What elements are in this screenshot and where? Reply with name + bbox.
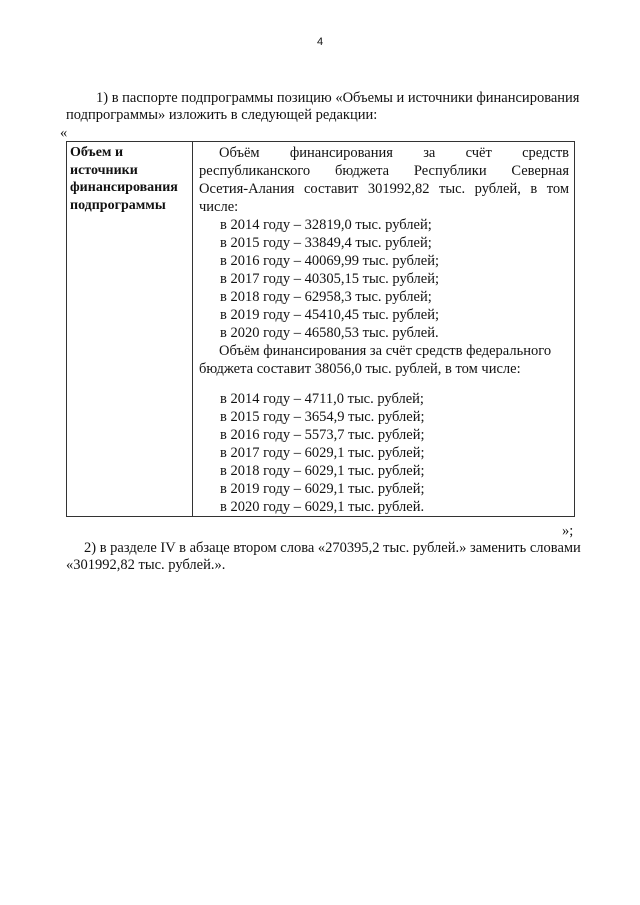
federal-year-item: в 2014 году – 4711,0 тыс. рублей; [220,391,424,407]
table-label-line: источники [70,162,138,178]
federal-intro-line: бюджета составит 38056,0 тыс. рублей, в том числе: [199,361,521,377]
page-number: 4 [316,36,324,48]
paragraph-2 [66,540,594,574]
federal-year-item: в 2019 году – 6029,1 тыс. рублей; [220,481,425,497]
table-content-cell [193,142,574,516]
republic-intro-line: республиканского бюджета Республики Северная [199,163,569,179]
republic-intro-line: Объём финансирования за счёт средств [219,145,569,161]
federal-year-item: в 2017 году – 6029,1 тыс. рублей; [220,445,425,461]
republic-year-item: в 2015 году – 33849,4 тыс. рублей; [220,235,432,251]
paragraph-2-line-2: «301992,82 тыс. рублей.». [66,557,226,573]
spacer [199,378,569,390]
republic-year-item: в 2019 году – 45410,45 тыс. рублей; [220,307,440,323]
republic-year-item: в 2017 году – 40305,15 тыс. рублей; [220,271,440,287]
republic-year-item: в 2014 году – 32819,0 тыс. рублей; [220,217,432,233]
federal-year-item: в 2018 году – 6029,1 тыс. рублей; [220,463,425,479]
table-label-line: Объем и [70,145,124,160]
republic-year-item: в 2020 году – 46580,53 тыс. рублей. [220,325,439,341]
federal-year-item: в 2016 году – 5573,7 тыс. рублей; [220,427,425,443]
paragraph-1 [66,90,586,124]
paragraph-2-line-1: 2) в разделе IV в абзаце втором слова «270395,2 тыс. рублей.» заменить словами [84,540,581,556]
federal-intro-line: Объём финансирования за счёт средств федерального [219,343,552,359]
financing-table [66,141,575,517]
republic-year-item: в 2016 году – 40069,99 тыс. рублей; [220,253,440,269]
table-label-cell [67,142,193,516]
republic-intro-line: числе: [199,199,239,215]
opening-quote: « [60,125,68,141]
table-label-line: финансирования [70,180,178,195]
federal-year-item: в 2020 году – 6029,1 тыс. рублей. [220,499,425,515]
paragraph-1-line-2: подпрограммы» изложить в следующей редакции: [66,107,378,123]
table-label-line: подпрограммы [70,197,166,213]
paragraph-1-line-1: 1) в паспорте подпрограммы позицию «Объемы и источники финансирования [96,90,580,106]
republic-year-item: в 2018 году – 62958,3 тыс. рублей; [220,289,432,305]
republic-intro-line: Осетия-Алания составит 301992,82 тыс. рублей, в том [199,181,569,197]
federal-year-item: в 2015 году – 3654,9 тыс. рублей; [220,409,425,425]
closing-quote: »; [562,523,574,539]
